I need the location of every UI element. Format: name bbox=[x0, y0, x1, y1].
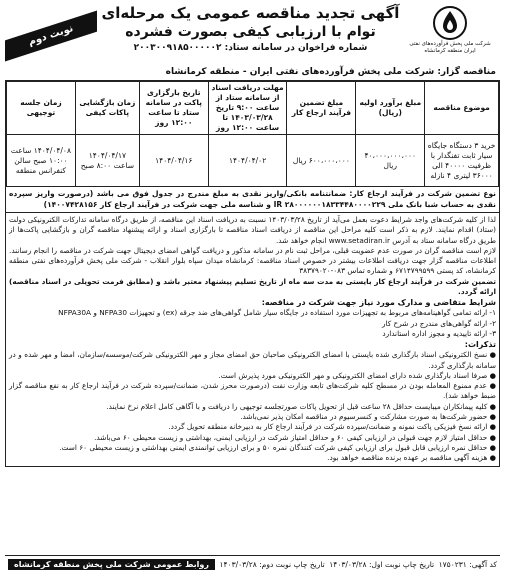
guarantee-type: نوع تضمین شرکت در فرآیند ارجاع کار: ضمانتنامه بانکی/واریز نقدی به مبلغ مندرج در جدول فوق می باشد (درصورت واریز سپرده نقدی به حساب شبا بانک ملی ۲۸۰۰۰۰۰۰۱۸۳۳۴۴۸۰۰۰۰۲۲۹ IR و شناسه ملی جهت شرکت در فرآیند ارجاع کار ۱۴۰۰۷۴۲۸۱۵۶) bbox=[6, 187, 499, 213]
tender-table bbox=[6, 81, 499, 187]
public-relations-org: روابط عمومی شرکت ملی پخش منطقه کرمانشاه bbox=[8, 559, 215, 570]
requirement-item: ۳- ارائه تاییدیه و مجوز اداره استاندارد bbox=[382, 328, 496, 338]
note-item: ● هزینه آگهی مناقصه بر عهده برنده مناقصه خواهد بود. bbox=[327, 453, 496, 463]
flame-logo-icon bbox=[433, 6, 467, 40]
notice-title: آگهی تجدید مناقصه عمومی یک مرحله‌ای bbox=[101, 4, 400, 22]
section-requirements-title: شرایط متقاضی و مدارک مورد نیاز جهت شرکت در مناقصه: bbox=[261, 298, 496, 308]
requirement-item: ۲- ارائه گواهی‌های مندرج در شرح کار bbox=[382, 318, 496, 328]
notice-body bbox=[6, 213, 499, 466]
notice-box bbox=[5, 80, 500, 467]
col-briefing-time: زمان جلسه توجیهی bbox=[7, 82, 76, 135]
col-subject: موضوع مناقصه bbox=[425, 82, 499, 135]
note-item: ● نسخ الکترونیکی اسناد بارگذاری شده بایستی با امضای الکترونیکی صاحبان حق امضای مجاز و مهر الکترونیکی شرکت/موسسه/سازمان، امضا و مهر شده و در سامانه بارگذاری گردد. bbox=[9, 350, 496, 370]
paragraph-guarantee-validity: تضمین شرکت در فرآیند ارجاع کار بایستی به مدت سه ماه از تاریخ تسلیم پیشنهاد معتبر باشد و (مطابق فرمت تحویلی در اسناد مناقصه) ارائه گردد. bbox=[9, 276, 496, 297]
cell-upload-deadline: ۱۴۰۴/۰۴/۱۶ bbox=[139, 135, 208, 187]
col-estimate: مبلغ برآورد اولیه (ریال) bbox=[356, 82, 425, 135]
cell-opening-time: ۱۴۰۴/۰۴/۱۷ ساعت ۸:۰۰ صبح bbox=[75, 135, 139, 187]
col-opening-time: زمان بازگشایی پاکات کیفی bbox=[75, 82, 139, 135]
note-item: ● کلیه پیمانکاران میبایست حداقل ۲۸ ساعت قبل از تحویل پاکات صورتجلسه توجیهی را دریافت و با آگاهی کامل اعلام نرخ نمایند. bbox=[106, 401, 496, 411]
note-item: ● ارائه نسخ فیزیکی پاکت نمونه و ضمانت/سپرده شرکت در فرآیند ارجاع کار به دبیرخانه منطقه تحویل گردد. bbox=[168, 422, 496, 432]
print-date-second: تاریخ چاپ نوبت دوم: ۱۴۰۳/۰۳/۲۸ bbox=[219, 559, 325, 569]
cell-guarantee: ۶۰۰،۰۰۰،۰۰۰ ریال bbox=[287, 135, 356, 187]
note-item: ● حداقل امتیاز لازم جهت قبولی در ارزیابی کیفی ۶۰ و حداقل امتیاز شرکت در ارزیابی ایمنی، بهداشتی و زیست محیطی ۶۰ می‌باشد. bbox=[94, 432, 496, 442]
cell-estimate: ۴۰،۰۰۰،۰۰۰،۰۰۰ ریال bbox=[356, 135, 425, 187]
print-date-first: تاریخ چاپ نوبت اول: ۱۴۰۳/۰۳/۲۸ bbox=[329, 559, 435, 569]
table-header-row bbox=[7, 82, 499, 135]
notice-header bbox=[5, 4, 500, 66]
note-item: ● عدم ممنوع المعامله بودن در مسطح کلیه شرکت‌های تابعه وزارت نفت (درصورت محرز شدن، ضمانت/سپرده شرکت در فرآیند ارجاع کار به نفع مناقصه گزار ضبط خواهد شد). bbox=[9, 381, 496, 401]
note-item: ● حداقل نمره ارزیابی قابل قبول برای ارزیابی کیفی شرکت کنندگان نمره ۵۰ و برای ارزیابی توانمندی ایمنی بهداشتی و زیست محیطی ۶۰ است. bbox=[59, 442, 496, 452]
notice-footer bbox=[5, 555, 500, 572]
notice-titles bbox=[101, 4, 400, 55]
cell-subject: خرید ۳ دستگاه جایگاه سیار ثابت تفنگدار با ظرفیت ۴۰۰۰۰ الی ۳۶۰۰۰ لیتری ۴ نازله bbox=[425, 135, 499, 187]
paragraph-registration: لازم است مناقصه گران در صورت عدم عضویت قبلی، مراحل ثبت نام در سامانه مذکور و دریافت گواهی امضای دیجیتال جهت شرکت در مناقصه را انجام رسانند. اطلاعات مناقصه گزار جهت دریافت اطلاعات بیشتر در خصوص اسناد مناقصه: کرمانشاه میدان سپاه بلوار انقلاب - شرکت ملی پخش فرآورده‌های نفتی منطقه کرمانشاه، کد پستی ۶۷۱۴۷۹۹۵۹۹ و شماره تماس ۰۸۳-۳۸۳۷۹۰۲۰ bbox=[9, 245, 496, 276]
table-row bbox=[7, 135, 499, 187]
cell-briefing-time: ۱۴۰۴/۰۴/۰۸ ساعت ۱۰:۰۰ صبح سالن کنفرانس منطقه bbox=[7, 135, 76, 187]
note-item: ● حضور شرکت‌ها به صورت مشارکت و کنسرسیوم در مناقصه امکان پذیر نمی‌باشد. bbox=[240, 412, 496, 422]
note-item: ● صرفا اسناد بارگذاری شده دارای امضای الکترونیکی و مهر الکترونیکی مورد پذیرش است. bbox=[218, 370, 496, 380]
call-number: شماره فراخوان در سامانه ستاد: ۲۰۰۳۰۰۹۱۸۵۰۰۰۰۰۲ bbox=[133, 43, 368, 53]
col-guarantee: مبلغ تضمین فرآیند ارجاع کار bbox=[287, 82, 356, 135]
requirement-item: ۱- ارائه تمامی گواهینامه‌های مربوط به تجهیزات مورد استفاده در جایگاه سیار شامل گواهی‌های ضد جرقه (ex) و تجهیزات NFPA30 و NFPA30A bbox=[58, 308, 496, 318]
paragraph-invitation: لذا از کلیه شرکت‌های واجد شرایط دعوت بعمل می‌آید از تاریخ ۱۴۰۳/۰۳/۲۸ نسبت به دریافت اسناد این مناقصه، از طریق درگاه سامانه تدارکات الکترونیکی دولت (ستاد) اقدام نمایند. لازم به ذکر است کلیه مراحل این مناقصه از دریافت اسناد مناقصه تا بارگزاری اسناد و ارائه پیشنهاد مناقصه گران و بازگشایی پاکت‌ها از طریق درگاه سامانه ستاد به آدرس www.setadiran.ir انجام خواهد شد. bbox=[9, 215, 496, 245]
notice-subtitle: توام با ارزیابی کیفی بصورت فشرده bbox=[125, 24, 376, 40]
ribbon-label: نوبت دوم bbox=[5, 9, 97, 62]
section-notes-title: تذکرات: bbox=[464, 340, 496, 350]
col-upload-deadline: تاریخ بارگزاری پاکت در سامانه ستاد تا ساعت ۱۲:۰۰ روز bbox=[139, 82, 208, 135]
company-logo bbox=[404, 6, 496, 64]
ad-code: کد آگهی: ۱۷۵۰۲۳۱ bbox=[438, 559, 497, 569]
tender-organizer: مناقصه گزار: شرکت ملی پخش فرآورده‌های نفتی ایران - منطقه کرمانشاه bbox=[165, 67, 496, 77]
logo-org-name: شرکت ملی پخش فرآورده‌های نفتی ایران منطقه کرمانشاه bbox=[409, 41, 491, 54]
cell-doc-deadline: ۱۴۰۴/۰۴/۰۲ bbox=[208, 135, 287, 187]
second-round-ribbon bbox=[5, 8, 97, 62]
col-doc-deadline: مهلت دریافت اسناد از سامانه ستاد از ساعت ۹:۰۰ تاریخ ۱۴۰۳/۰۳/۲۸ تا ساعت ۱۲:۰۰ روز bbox=[208, 82, 287, 135]
